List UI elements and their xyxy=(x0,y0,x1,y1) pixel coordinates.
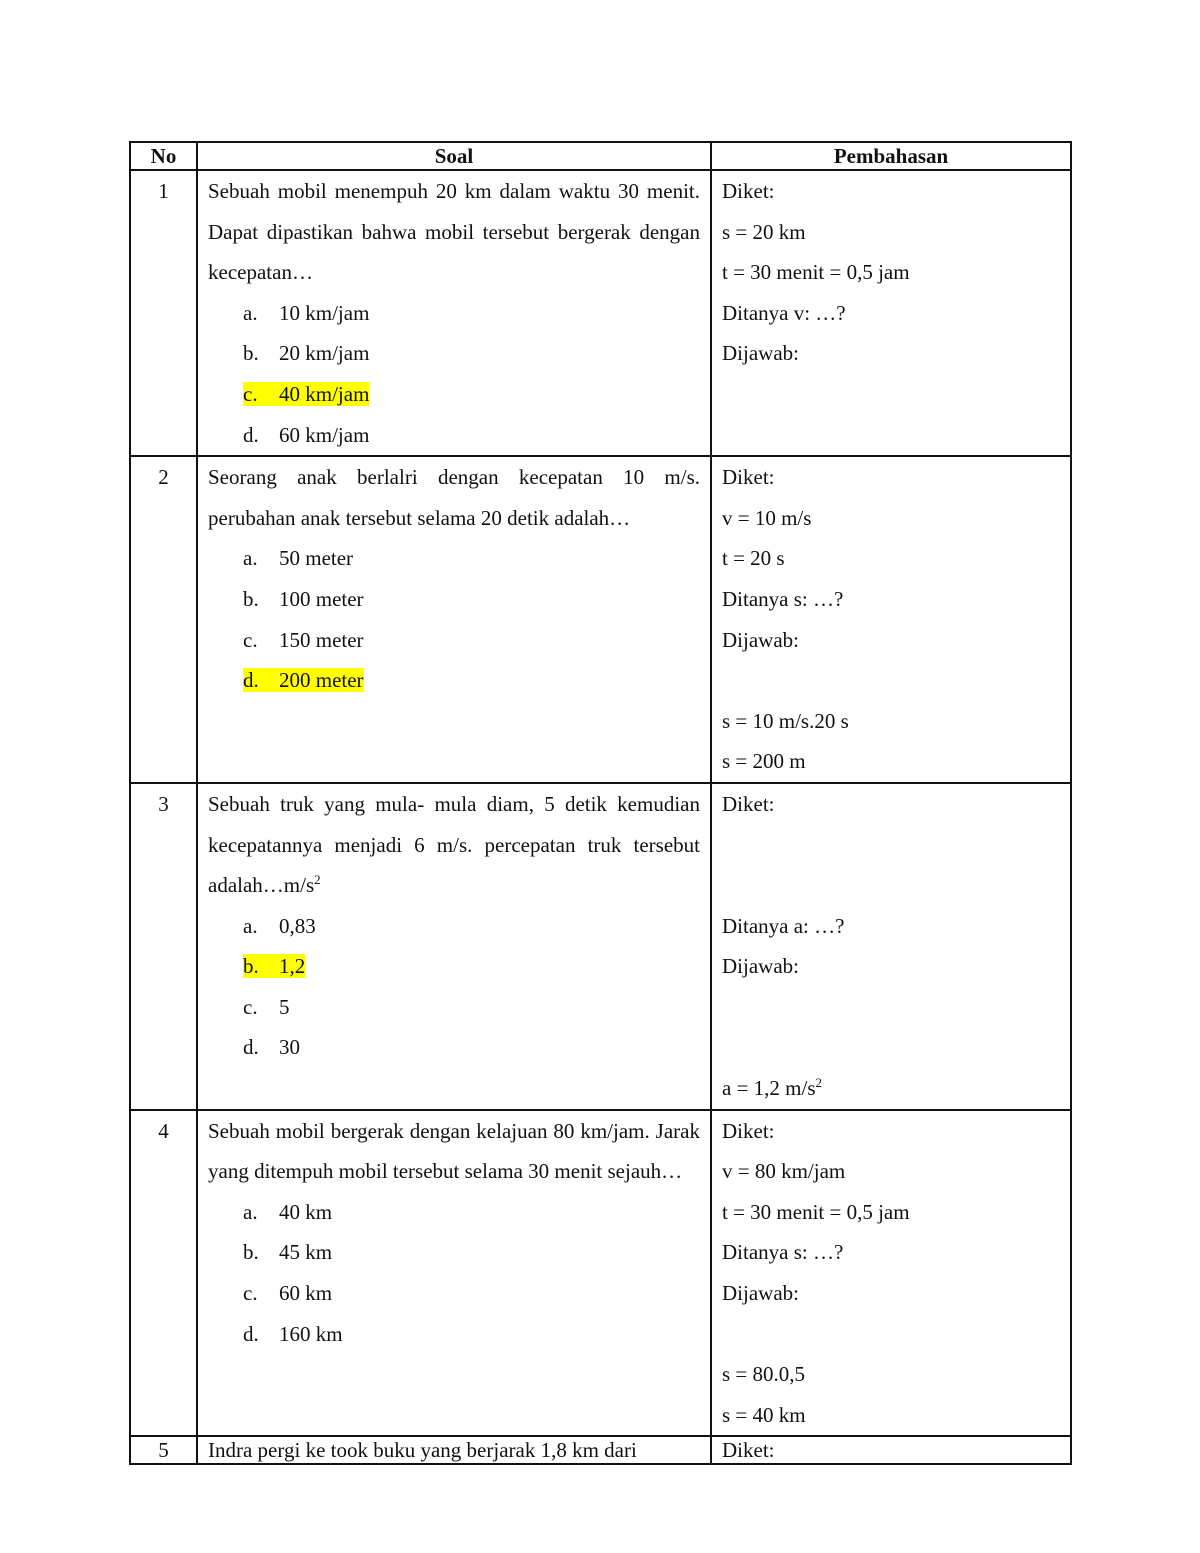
header-no: No xyxy=(130,142,197,170)
answer-option xyxy=(208,1232,700,1273)
solution-line xyxy=(722,1068,1060,1109)
option-letter: b. xyxy=(243,954,259,979)
option-text-wrap xyxy=(243,1281,332,1305)
solution-line xyxy=(722,1437,1060,1463)
option-text-wrap xyxy=(243,546,353,570)
solution-line xyxy=(722,946,1060,987)
solution-line xyxy=(722,660,1060,701)
table-row xyxy=(130,1436,1071,1464)
solution-text: t = 30 menit = 0,5 jam xyxy=(722,260,910,285)
solution-text: a = 1,2 m/s xyxy=(722,1076,816,1101)
solution-text: s = 40 km xyxy=(722,1402,806,1427)
solution-line xyxy=(722,538,1060,579)
answer-option xyxy=(208,579,700,620)
solution-line xyxy=(722,741,1060,782)
solution-line xyxy=(722,498,1060,539)
solution-text: t = 20 s xyxy=(722,546,785,571)
answer-option xyxy=(208,1192,700,1233)
solution-text: Dijawab: xyxy=(722,1281,799,1306)
question-text-content: Sebuah mobil bergerak dengan kelajuan 80 km/jam. Jarak yang ditempuh mobil tersebut selama 30 menit sejauh… xyxy=(208,1118,700,1184)
option-letter: d. xyxy=(243,1035,259,1060)
question-text xyxy=(208,1437,700,1463)
solution-cell xyxy=(711,170,1071,456)
solution-text: s = 200 m xyxy=(722,749,806,774)
option-letter: d. xyxy=(243,1321,259,1346)
solution-line xyxy=(722,784,1060,825)
option-text-wrap xyxy=(243,628,364,652)
question-number: 5 xyxy=(130,1436,197,1464)
solution-text: Dijawab: xyxy=(722,627,799,652)
question-number: 2 xyxy=(130,456,197,783)
option-text: 30 xyxy=(279,1035,300,1060)
option-text: 1,2 xyxy=(279,954,306,979)
solution-line xyxy=(722,1027,1060,1068)
option-letter: c. xyxy=(243,994,258,1019)
solution-text: Diket: xyxy=(722,1438,775,1463)
solution-line xyxy=(722,1232,1060,1273)
question-cell xyxy=(197,783,711,1110)
option-text-wrap xyxy=(243,1322,343,1346)
header-row xyxy=(130,142,1071,170)
option-text: 0,83 xyxy=(279,913,316,938)
solution-text: v = 10 m/s xyxy=(722,505,812,530)
answer-option xyxy=(208,415,700,456)
answer-option xyxy=(208,333,700,374)
solution-line xyxy=(722,1273,1060,1314)
answer-option xyxy=(208,538,700,579)
option-letter: b. xyxy=(243,1240,259,1265)
option-text-wrap xyxy=(243,1240,332,1264)
solution-line xyxy=(722,701,1060,742)
solution-text: t = 30 menit = 0,5 jam xyxy=(722,1199,910,1224)
option-text-wrap xyxy=(243,1035,300,1059)
solution-text: Dijawab: xyxy=(722,954,799,979)
solution-superscript: 2 xyxy=(815,1075,823,1091)
solution-text: Ditanya v: …? xyxy=(722,300,846,325)
solution-line xyxy=(722,620,1060,661)
option-letter: a. xyxy=(243,546,258,571)
option-letter: a. xyxy=(243,913,258,938)
solution-text: Diket: xyxy=(722,465,775,490)
correct-answer-highlight xyxy=(243,668,364,692)
solution-text: Dijawab: xyxy=(722,341,799,366)
question-text xyxy=(208,1111,700,1192)
answer-option xyxy=(208,1273,700,1314)
option-text-wrap xyxy=(243,1200,332,1224)
option-text: 40 km xyxy=(279,1199,333,1224)
solution-cell xyxy=(711,456,1071,783)
option-text: 50 meter xyxy=(279,546,354,571)
solution-text: Ditanya s: …? xyxy=(722,1240,844,1265)
solution-line xyxy=(722,293,1060,334)
solution-text: Ditanya s: …? xyxy=(722,586,844,611)
header-soal: Soal xyxy=(197,142,711,170)
solution-line xyxy=(722,1192,1060,1233)
answer-option xyxy=(208,1314,700,1355)
option-text: 60 km/jam xyxy=(279,422,370,447)
option-text-wrap xyxy=(243,995,290,1019)
question-text-content: Indra pergi ke took buku yang berjarak 1,8 km dari xyxy=(208,1438,637,1463)
solution-text: s = 80.0,5 xyxy=(722,1362,806,1387)
answer-option xyxy=(208,987,700,1028)
option-text: 200 meter xyxy=(279,668,364,693)
solution-line xyxy=(722,1354,1060,1395)
option-letter: d. xyxy=(243,668,259,693)
answer-option xyxy=(208,293,700,334)
table-body xyxy=(130,170,1071,1464)
solution-line xyxy=(722,579,1060,620)
answer-option xyxy=(208,906,700,947)
option-letter: c. xyxy=(243,1281,258,1306)
answer-option xyxy=(208,660,700,701)
option-text: 40 km/jam xyxy=(279,381,370,406)
option-letter: b. xyxy=(243,341,259,366)
solution-line xyxy=(722,1395,1060,1436)
option-text-wrap xyxy=(243,301,369,325)
solution-line xyxy=(722,825,1060,866)
answer-option xyxy=(208,374,700,415)
option-letter: c. xyxy=(243,381,258,406)
header-pembahasan: Pembahasan xyxy=(711,142,1071,170)
answer-option xyxy=(208,620,700,661)
solution-line xyxy=(722,171,1060,212)
question-number: 1 xyxy=(130,170,197,456)
solution-line xyxy=(722,333,1060,374)
option-letter: d. xyxy=(243,422,259,447)
question-number: 3 xyxy=(130,783,197,1110)
answer-option xyxy=(208,946,700,987)
table-row xyxy=(130,783,1071,1110)
solution-text: s = 10 m/s.20 s xyxy=(722,708,849,733)
correct-answer-highlight xyxy=(243,954,305,978)
option-text: 20 km/jam xyxy=(279,341,370,366)
option-text: 10 km/jam xyxy=(279,300,370,325)
solution-cell xyxy=(711,1436,1071,1464)
table-row xyxy=(130,1110,1071,1437)
solution-text: s = 20 km xyxy=(722,219,806,244)
option-text-wrap xyxy=(243,341,369,365)
solution-text: v = 80 km/jam xyxy=(722,1159,846,1184)
solution-cell xyxy=(711,1110,1071,1437)
solution-line xyxy=(722,212,1060,253)
question-text-content: Sebuah truk yang mula- mula diam, 5 detik kemudian kecepatannya menjadi 6 m/s. percepatan truk tersebut adalah…m/s xyxy=(208,791,700,898)
question-text xyxy=(208,171,700,293)
quiz-table xyxy=(129,141,1072,1465)
solution-text: Diket: xyxy=(722,1118,775,1143)
question-cell xyxy=(197,1436,711,1464)
option-letter: a. xyxy=(243,1199,258,1224)
table-row xyxy=(130,456,1071,783)
option-text: 160 km xyxy=(279,1321,343,1346)
solution-line xyxy=(722,1314,1060,1355)
question-number: 4 xyxy=(130,1110,197,1437)
solution-cell xyxy=(711,783,1071,1110)
solution-line xyxy=(722,252,1060,293)
correct-answer-highlight xyxy=(243,382,369,406)
option-text-wrap xyxy=(243,423,369,447)
solution-line xyxy=(722,1151,1060,1192)
solution-text: Diket: xyxy=(722,791,775,816)
question-text-content: Sebuah mobil menempuh 20 km dalam waktu 30 menit. Dapat dipastikan bahwa mobil tersebut bergerak dengan kecepatan… xyxy=(208,179,700,285)
question-text xyxy=(208,457,700,538)
option-text-wrap xyxy=(243,587,364,611)
solution-line xyxy=(722,457,1060,498)
option-text: 100 meter xyxy=(279,586,364,611)
question-cell xyxy=(197,456,711,783)
option-letter: c. xyxy=(243,627,258,652)
question-superscript: 2 xyxy=(314,872,321,888)
solution-line xyxy=(722,1111,1060,1152)
question-cell xyxy=(197,170,711,456)
question-cell xyxy=(197,1110,711,1437)
option-letter: b. xyxy=(243,586,259,611)
table-row xyxy=(130,170,1071,456)
option-text-wrap xyxy=(243,914,316,938)
option-text: 45 km xyxy=(279,1240,333,1265)
solution-text: Ditanya a: …? xyxy=(722,913,845,938)
solution-line xyxy=(722,865,1060,906)
question-text-content: Seorang anak berlalri dengan kecepatan 10 m/s. perubahan anak tersebut selama 20 detik adalah… xyxy=(208,465,700,530)
answer-option xyxy=(208,1027,700,1068)
option-text: 5 xyxy=(279,994,290,1019)
question-text xyxy=(208,784,700,906)
solution-line xyxy=(722,987,1060,1028)
solution-line xyxy=(722,906,1060,947)
option-text: 150 meter xyxy=(279,627,364,652)
option-text: 60 km xyxy=(279,1281,333,1306)
solution-text: Diket: xyxy=(722,179,775,203)
option-letter: a. xyxy=(243,300,258,325)
